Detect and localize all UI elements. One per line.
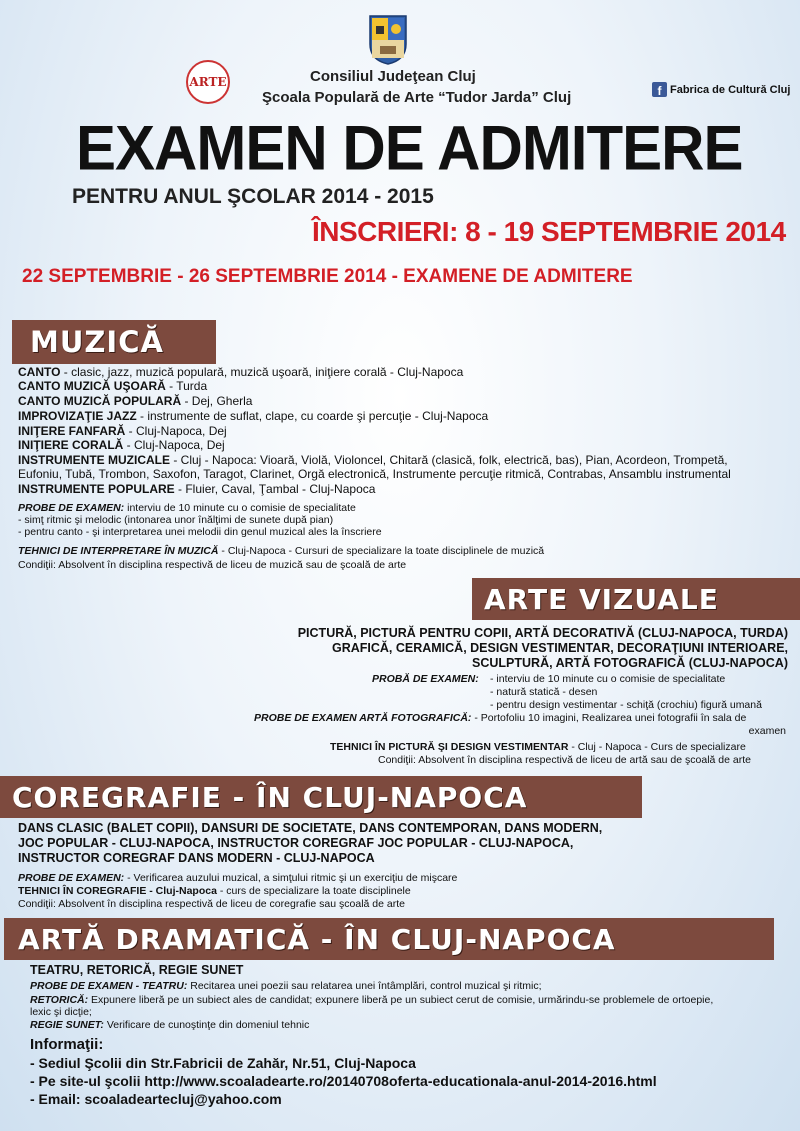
drama-rhetoric: RETORICĂ: Expunere liberă pe un subiect ales de candidat; expunere liberă pe un subiect cerut de comisie, urmărindu-se problemele de ortoepie,: [30, 994, 714, 1006]
section-banner-visual-arts: ARTE VIZUALE: [472, 578, 800, 620]
choreography-exam: PROBE DE EXAMEN: - Verificarea auzului muzical, a simţului ritmic şi un exerciţiu de mişcare: [18, 872, 458, 884]
info-title: Informaţii:: [30, 1036, 104, 1053]
council-name: Consiliul Judeţean Cluj: [310, 68, 476, 85]
school-logo-text: ARTE: [189, 75, 227, 89]
county-crest-icon: [368, 14, 408, 66]
photo-exam-cont: examen: [748, 725, 786, 737]
visual-arts-line: SCULPTURĂ, ARTĂ FOTOGRAFICĂ (CLUJ-NAPOCA): [472, 656, 788, 670]
visual-arts-conditions: Condiţii: Absolvent în disciplina respectivă de liceu de artă sau de şcoală de arte: [378, 754, 751, 766]
visual-arts-line: GRAFICĂ, CERAMICĂ, DESIGN VESTIMENTAR, DECORAŢIUNI INTERIOARE,: [331, 641, 788, 655]
facebook-link[interactable]: [652, 82, 790, 97]
music-exam-line: - pentru canto - şi interpretarea unei melodii din genul muzical ales la înscriere: [18, 526, 382, 538]
info-website-link[interactable]: - Pe site-ul şcolii http://www.scoaladearte.ro/20140708oferta-educationala-anul-2014-2016.html: [30, 1073, 657, 1089]
facebook-label: Fabrica de Cultură Cluj: [670, 83, 791, 96]
list-item: CANTO MUZICĂ UŞOARĂ - Turda: [18, 379, 208, 393]
section-banner-music: MUZICĂ: [12, 320, 216, 364]
list-item: INSTRUMENTE POPULARE - Fluier, Caval, Ţambal - Cluj-Napoca: [18, 482, 376, 496]
school-logo: [186, 60, 230, 104]
facebook-icon: f: [652, 82, 667, 97]
list-item: CANTO MUZICĂ POPULARĂ - Dej, Gherla: [18, 394, 253, 408]
info-address: - Sediul Şcolii din Str.Fabricii de Zahăr, Nr.51, Cluj-Napoca: [30, 1055, 416, 1071]
list-item: IMPROVIZAŢIE JAZZ - instrumente de suflat, clape, cu coarde şi percuţie - Cluj-Napoca: [18, 409, 489, 423]
list-item: CANTO - clasic, jazz, muzică populară, muzică uşoară, iniţiere corală - Cluj-Napoca: [18, 365, 464, 379]
drama-sound: REGIE SUNET: Verificare de cunoştinţe din domeniul tehnic: [30, 1019, 310, 1031]
music-exam: PROBE DE EXAMEN: interviu de 10 minute cu o comisie de specialitate: [18, 502, 356, 514]
visual-arts-line: PICTURĂ, PICTURĂ PENTRU COPII, ARTĂ DECORATIVĂ (CLUJ-NAPOCA, TURDA): [297, 626, 788, 640]
list-item: INIŢERE FANFARĂ - Cluj-Napoca, Dej: [18, 424, 227, 438]
list-item: Eufoniu, Tubă, Trombon, Saxofon, Taragot, Clarinet, Orgă electronică, Instrumente percuţie ritmică, Contrabas, Ansamblu instrumental: [18, 467, 731, 481]
exam-dates: 22 SEPTEMBRIE - 26 SEPTEMBRIE 2014 - EXAMENE DE ADMITERE: [22, 266, 633, 287]
visual-arts-exam-line: - natură statică - desen: [490, 686, 598, 698]
choreography-line: DANS CLASIC (BALET COPII), DANSURI DE SOCIETATE, DANS CONTEMPORAN, DANS MODERN,: [18, 821, 603, 835]
music-exam-line: - simţ ritmic şi melodic (intonarea unor înălţimi de sunete după pian): [18, 514, 334, 526]
section-banner-drama: ARTĂ DRAMATICĂ - ÎN CLUJ-NAPOCA: [4, 918, 774, 960]
choreography-line: INSTRUCTOR COREGRAF DANS MODERN - CLUJ-NAPOCA: [18, 851, 375, 865]
choreography-conditions: Condiţii: Absolvent în disciplina respectivă de liceu de coregrafie sau şcoală de arte: [18, 898, 405, 910]
choreography-techniques: TEHNICI ÎN COREGRAFIE - Cluj-Napoca - curs de specializare la toate disciplinele: [18, 885, 411, 897]
music-conditions: Condiţii: Absolvent în disciplina respectivă de liceu de muzică sau de şcoală de arte: [18, 559, 407, 571]
choreography-line: JOC POPULAR - CLUJ-NAPOCA, INSTRUCTOR COREGRAF JOC POPULAR - CLUJ-NAPOCA,: [18, 836, 574, 850]
drama-heading: TEATRU, RETORICĂ, REGIE SUNET: [30, 963, 244, 977]
visual-arts-exam-label: PROBĂ DE EXAMEN:: [372, 673, 479, 685]
school-name: Şcoala Populară de Arte “Tudor Jarda” Cluj: [262, 89, 572, 106]
drama-exam: PROBE DE EXAMEN - TEATRU: Recitarea unei poezii sau relatarea unei întâmplări, control muzical şi ritmic;: [30, 980, 542, 992]
visual-arts-techniques: TEHNICI ÎN PICTURĂ ŞI DESIGN VESTIMENTAR - Cluj - Napoca - Curs de specializare: [330, 741, 746, 753]
visual-arts-exam-line: - pentru design vestimentar - schiţă (crochiu) figură umană: [490, 699, 762, 711]
photo-exam: PROBE DE EXAMEN ARTĂ FOTOGRAFICĂ: - Portofoliu 10 imagini, Realizarea unei fotografii în sala de: [254, 712, 747, 724]
info-email-link[interactable]: - Email: scoaladearte​cluj@yahoo.com: [30, 1091, 282, 1107]
visual-arts-exam-line: - interviu de 10 minute cu o comisie de specialitate: [490, 673, 726, 685]
list-item: INIŢIERE CORALĂ - Cluj-Napoca, Dej: [18, 438, 225, 452]
music-techniques: TEHNICI DE INTERPRETARE ÎN MUZICĂ - Cluj-Napoca - Cursuri de specializare la toate disciplinele de muzică: [18, 545, 545, 557]
section-banner-choreography: COREGRAFIE - ÎN CLUJ-NAPOCA: [0, 776, 642, 818]
drama-rhetoric-cont: lexic şi dicţie;: [30, 1006, 92, 1018]
registration-dates: ÎNSCRIERI: 8 - 19 SEPTEMBRIE 2014: [312, 216, 786, 247]
page-title: EXAMEN DE ADMITERE: [76, 113, 743, 184]
list-item: INSTRUMENTE MUZICALE - Cluj - Napoca: Vioară, Violă, Violoncel, Chitară (clasică, folk, electrică, bas), Pian, Acordeon, Trompetă,: [18, 453, 728, 467]
page-subtitle: PENTRU ANUL ŞCOLAR 2014 - 2015: [72, 185, 434, 208]
